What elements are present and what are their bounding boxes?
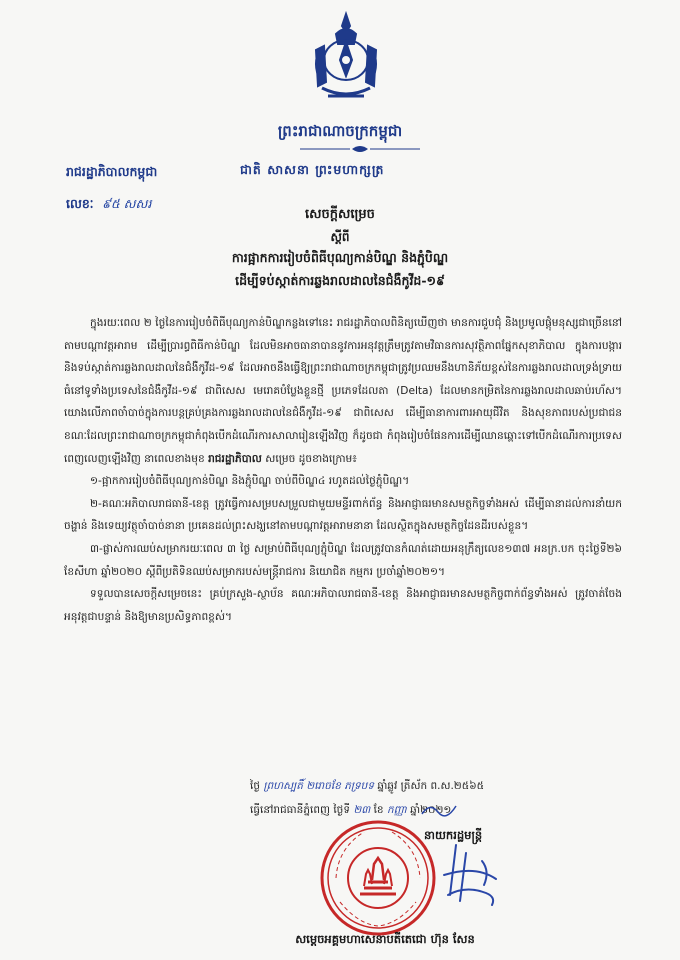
royal-emblem-icon <box>306 10 386 108</box>
kingdom-heading: ព្រះរាជាណាចក្រកម្ពុជា <box>277 122 403 140</box>
solar-date-month: កញ្ញា <box>386 804 407 816</box>
signer-name: សម្តេចអគ្គមហាសេនាបតីតេជោ ហ៊ុន សែន <box>295 932 475 946</box>
decision-on-label: ស្តីពី <box>330 230 350 244</box>
reference-number-value: ៩៥ សសរ <box>101 196 152 211</box>
lunar-date-suffix: ឆ្នាំឆ្លូវ ត្រីស័ក ព.ស.២៥៦៥ <box>377 780 485 792</box>
official-seal-icon <box>318 818 438 938</box>
solar-date-year: ឆ្នាំ២០២១ <box>410 804 452 816</box>
government-name: រាជរដ្ឋាភិបាលកម្ពុជា <box>66 164 158 179</box>
solar-date-prefix: ធ្វើនៅរាជធានីភ្នំពេញ ថ្ងៃទី <box>250 804 350 816</box>
decision-item-1: ១-ផ្អាកការរៀបចំពិធីបុណ្យកាន់បិណ្ឌ និងភ្ជុំបិណ្ឌ ចាប់ពីបិណ្ឌ៤ រហូតដល់ថ្ងៃភ្ជុំបិណ្ឌ។ <box>90 475 410 488</box>
decision-body <box>64 312 622 628</box>
lunar-date-handwritten: ព្រហស្បតិ៍ ២រោចខែ ភទ្របទ <box>263 780 374 792</box>
decision-item-3: ៣-ផ្លាស់ការឈប់សម្រាករយៈពេល ៣ ថ្ងៃ សម្រាប់ពិធីបុណ្យភ្ជុំបិណ្ឌ ដែលត្រូវបានកំណត់ដោយអនុក្រឹត្យលេខ១៣៧ អនក្រ.បក ចុះថ្ងៃទី២៦ ខែសីហា ឆ្នាំ២០២០ ស្តីពីប្រតិទិនឈប់សម្រាករបស់មន្ត្រីរាជការ និយោជិត កម្មករ ប្រចាំឆ្នាំ២០២១។ <box>64 542 622 578</box>
ornament-divider-icon <box>300 145 420 153</box>
national-motto: ជាតិ សាសនា ព្រះមហាក្សត្រ <box>240 162 385 177</box>
initial-mark-icon <box>420 800 460 820</box>
solar-date-day: ២៣ <box>353 804 371 816</box>
reference-number-label: លេខៈ <box>66 196 94 211</box>
decision-item-4: ទទួលបានសេចក្តីសម្រេចនេះ គ្រប់ក្រសួង-ស្ថាប័ន គណៈអភិបាលរាជធានី-ខេត្ត និងអាជ្ញាធរមានសមត្ថកិច្ចពាក់ព័ន្ធទាំងអស់ ត្រូវចាត់ចែងអនុវត្តជាបន្ទាន់ និងឱ្យមានប្រសិទ្ធភាពខ្ពស់។ <box>64 588 622 623</box>
decision-title: សេចក្តីសម្រេច <box>305 207 375 222</box>
intro-text: ក្នុងរយៈពេល ២ ថ្ងៃនៃការរៀបចំពិធីបុណ្យកាន់បិណ្ឌកន្លងទៅនេះ រាជរដ្ឋាភិបាលពិនិត្យឃើញថា មានការជួបជុំ និងប្រមូលផ្តុំមនុស្សជាច្រើននៅតាមបណ្តាវត្តអារាម ដើម្បីប្រារព្ធពិធីកាន់បិណ្ឌ ដែលមិនអាចធានាបាននូវការអនុវត្តត្រឹមត្រូវតាមវិធានការសុវត្ថិភាពផ្នែកសុខាភិបាល ក្នុងការបង្ការនិងទប់ស្កាត់ការឆ្លងរាលដាលនៃជំងឺកូវីដ-១៩ ដែលអាចនឹងធ្វើឱ្យព្រះរាជាណាចក្រកម្ពុជាត្រូវប្រឈមនឹងហានិភ័យខ្ពស់នៃការឆ្លងរាលដាលទ្រង់ទ្រាយធំនៅទូទាំងប្រទេសនៃជំងឺកូវីដ-១៩ ជាពិសេស មេរោគបំប្លែងខ្លួនថ្មី ប្រភេទដែលតា (Delta) ដែលមានកម្រិតនៃការឆ្លងរាលដាលឆាប់រហ័ស។ យោងលើភាពចាំបាច់ក្នុងការបន្តគ្រប់គ្រងការឆ្លងរាលដាលនៃជំងឺកូវីដ-១៩ ជាពិសេស ដើម្បីធានាការពារអាយុជីវិត និងសុខភាពរបស់ប្រជាជន ខណៈដែលព្រះរាជាណាចក្រកម្ពុជាកំពុងបើកដំណើរការសាលារៀនឡើងវិញ ក៏ដូចជា កំពុងរៀបចំផែនការដើម្បីឈានឆ្ពោះទៅបើកដំណើរការប្រទេសពេញលេញឡើងវិញ នាពេលខាងមុខ <box>64 317 622 465</box>
lunar-date-prefix: ថ្ងៃ <box>250 780 260 792</box>
lunar-date <box>250 780 640 795</box>
decision-item-2: ២-គណៈអភិបាលរាជធានី-ខេត្ត ត្រូវធ្វើការសម្របសម្រួលជាមួយមន្ទីរពាក់ព័ន្ធ និងអាជ្ញាធរមានសមត្ថកិច្ចទាំងអស់ ដើម្បីធានាដល់ការនាំយកចង្ហាន់ និងទេយ្យវត្ថុចាំបាច់នានា ប្រគេនដល់ព្រះសង្ឃនៅតាមបណ្តាវត្តអារាមនានា ដែលស្ថិតក្នុងសមត្ថកិច្ចដែនដីរបស់ខ្លួន។ <box>64 497 622 533</box>
intro-bold-government: រាជរដ្ឋាភិបាល <box>208 452 262 465</box>
intro-end: សម្រេច ដូចខាងក្រោម៖ <box>261 452 357 465</box>
handwritten-signature-icon <box>426 835 516 913</box>
decision-subject-line1: ការផ្អាកការរៀបចំពិធីបុណ្យកាន់បិណ្ឌ និងភ្ជុំបិណ្ឌ <box>231 250 449 265</box>
decision-subject-line2: ដើម្បីទប់ស្កាត់ការឆ្លងរាលដាលនៃជំងឺកូវីដ-១៩ <box>235 273 445 288</box>
intro-paragraph <box>64 312 622 470</box>
solar-date-month-label: ខែ <box>373 804 384 816</box>
signer-title: នាយករដ្ឋមន្ត្រី <box>424 828 483 842</box>
